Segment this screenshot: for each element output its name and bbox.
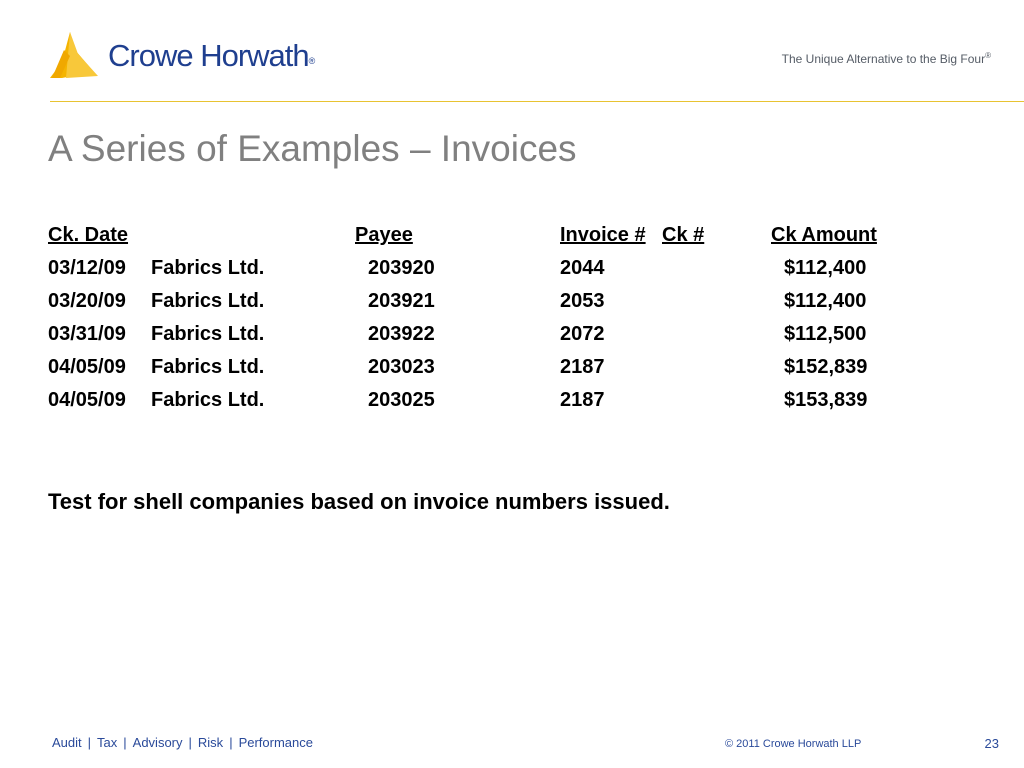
logo-flame-icon bbox=[50, 32, 106, 80]
cell-payee: Fabrics Ltd. bbox=[151, 356, 265, 378]
cell-payee: Fabrics Ltd. bbox=[151, 323, 265, 345]
footer-separator: | bbox=[188, 735, 192, 750]
cell-payee: Fabrics Ltd. bbox=[151, 389, 265, 411]
service-risk: Risk bbox=[197, 735, 224, 750]
cell-amount: $112,400 bbox=[784, 290, 867, 312]
cell-date: 03/12/09 bbox=[48, 257, 126, 279]
service-performance: Performance bbox=[238, 735, 313, 750]
crowe-horwath-logo bbox=[50, 32, 330, 80]
slide-title: A Series of Examples – Invoices bbox=[48, 128, 577, 169]
slide-note: Test for shell companies based on invoice numbers issued. bbox=[48, 489, 670, 514]
header-date: Ck. Date bbox=[48, 224, 129, 246]
cell-amount: $112,400 bbox=[784, 257, 867, 279]
service-audit: Audit bbox=[52, 735, 82, 750]
cell-payee: Fabrics Ltd. bbox=[151, 290, 265, 312]
cell-invoice: 203023 bbox=[368, 356, 435, 378]
cell-payee: Fabrics Ltd. bbox=[151, 257, 265, 279]
footer-separator: | bbox=[229, 735, 233, 750]
page-number: 23 bbox=[984, 736, 999, 751]
cell-amount: $112,500 bbox=[784, 323, 867, 345]
cell-date: 04/05/09 bbox=[48, 389, 126, 411]
cell-check: 2187 bbox=[560, 356, 605, 378]
footer-separator: | bbox=[123, 735, 127, 750]
cell-invoice: 203025 bbox=[368, 389, 435, 411]
header-invoice: Invoice # bbox=[560, 224, 646, 246]
cell-date: 04/05/09 bbox=[48, 356, 126, 378]
cell-invoice: 203921 bbox=[368, 290, 435, 312]
tagline bbox=[782, 51, 991, 66]
tagline-registered-mark: ® bbox=[985, 51, 991, 60]
header-divider bbox=[50, 101, 1024, 102]
logo-wordmark bbox=[108, 38, 314, 74]
header-amount: Ck Amount bbox=[771, 224, 877, 246]
logo-name: Crowe Horwath bbox=[108, 38, 309, 73]
cell-date: 03/20/09 bbox=[48, 290, 126, 312]
cell-invoice: 203922 bbox=[368, 323, 435, 345]
logo-registered-mark: ® bbox=[308, 56, 315, 66]
cell-check: 2044 bbox=[560, 257, 605, 279]
cell-invoice: 203920 bbox=[368, 257, 435, 279]
header-check: Ck # bbox=[662, 224, 705, 246]
copyright: © 2011 Crowe Horwath LLP bbox=[725, 738, 862, 750]
service-tax: Tax bbox=[97, 735, 118, 750]
service-advisory: Advisory bbox=[132, 735, 183, 750]
header-payee: Payee bbox=[355, 224, 413, 246]
cell-amount: $152,839 bbox=[784, 356, 868, 378]
cell-check: 2053 bbox=[560, 290, 605, 312]
cell-date: 03/31/09 bbox=[48, 323, 126, 345]
tagline-text: The Unique Alternative to the Big Four bbox=[781, 52, 986, 66]
cell-amount: $153,839 bbox=[784, 389, 868, 411]
cell-check: 2187 bbox=[560, 389, 605, 411]
cell-check: 2072 bbox=[560, 323, 605, 345]
footer-services bbox=[52, 735, 313, 750]
footer-separator: | bbox=[87, 735, 92, 750]
